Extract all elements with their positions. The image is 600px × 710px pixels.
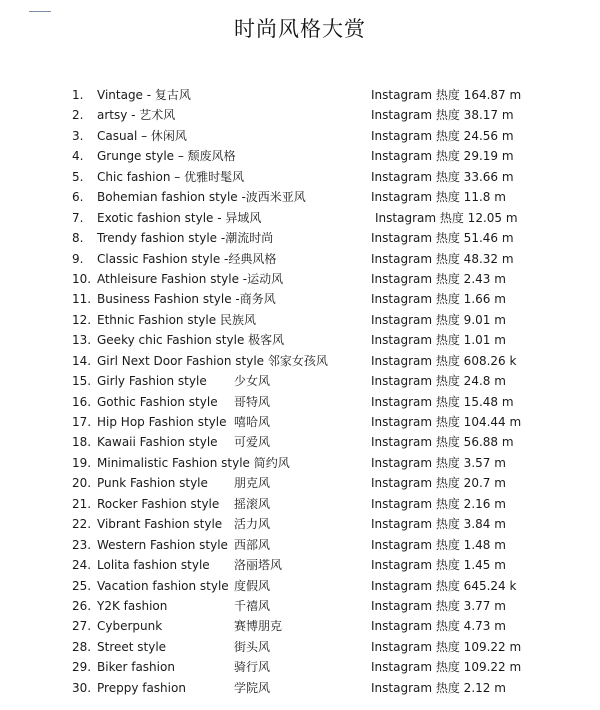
list-item bbox=[0, 637, 600, 657]
item-number: 2. bbox=[72, 108, 84, 123]
item-popularity: Instagram 热度 608.26 k bbox=[371, 353, 517, 368]
item-style-name: Street style bbox=[97, 639, 167, 654]
list-item bbox=[0, 473, 600, 493]
list-item bbox=[0, 105, 600, 125]
item-chinese-name: 西部风 bbox=[234, 537, 271, 552]
list-item bbox=[0, 269, 600, 289]
fashion-style-list bbox=[0, 85, 600, 698]
list-item bbox=[0, 310, 600, 330]
list-item bbox=[0, 208, 600, 228]
item-number: 15. bbox=[72, 374, 92, 389]
item-popularity: Instagram 热度 2.43 m bbox=[371, 271, 506, 286]
item-chinese-name: 赛博朋克 bbox=[234, 619, 283, 634]
item-number: 4. bbox=[72, 149, 84, 164]
item-style-name: Vibrant Fashion style bbox=[97, 517, 223, 532]
list-item bbox=[0, 289, 600, 309]
item-popularity: Instagram 热度 24.56 m bbox=[371, 128, 514, 143]
item-chinese-name: 哥特风 bbox=[234, 394, 271, 409]
item-number: 11. bbox=[72, 292, 92, 307]
list-item bbox=[0, 330, 600, 350]
item-chinese-name: 摇滚风 bbox=[234, 496, 271, 511]
item-style-name: Girl Next Door Fashion style 邻家女孩风 bbox=[97, 353, 328, 368]
item-popularity: Instagram 热度 1.48 m bbox=[371, 537, 506, 552]
item-popularity: Instagram 热度 2.16 m bbox=[371, 496, 506, 511]
item-popularity: Instagram 热度 20.7 m bbox=[371, 476, 506, 491]
item-number: 22. bbox=[72, 517, 92, 532]
list-item bbox=[0, 228, 600, 248]
item-number: 8. bbox=[72, 231, 84, 246]
item-number: 16. bbox=[72, 394, 92, 409]
item-style-name: Athleisure Fashion style -运动风 bbox=[97, 271, 284, 286]
item-popularity: Instagram 热度 15.48 m bbox=[371, 394, 514, 409]
item-chinese-name: 活力风 bbox=[234, 517, 271, 532]
item-number: 23. bbox=[72, 537, 92, 552]
list-item bbox=[0, 596, 600, 616]
list-item bbox=[0, 432, 600, 452]
item-number: 21. bbox=[72, 496, 92, 511]
item-number: 1. bbox=[72, 88, 84, 102]
item-chinese-name: 学院风 bbox=[234, 680, 271, 695]
item-style-name: Gothic Fashion style bbox=[97, 394, 218, 409]
item-number: 26. bbox=[72, 598, 92, 613]
list-item bbox=[0, 453, 600, 473]
list-item bbox=[0, 371, 600, 391]
item-style-name: Ethnic Fashion style 民族风 bbox=[97, 312, 256, 327]
item-style-name: Kawaii Fashion style bbox=[97, 435, 218, 450]
corner-mark bbox=[29, 11, 51, 12]
item-chinese-name: 洛丽塔风 bbox=[234, 558, 283, 573]
item-popularity: Instagram 热度 3.77 m bbox=[371, 598, 506, 613]
item-popularity: Instagram 热度 38.17 m bbox=[371, 108, 514, 123]
item-style-name: Preppy fashion bbox=[97, 680, 186, 695]
item-number: 27. bbox=[72, 619, 92, 634]
item-style-name: Punk Fashion style bbox=[97, 476, 208, 491]
list-item bbox=[0, 351, 600, 371]
list-item bbox=[0, 494, 600, 514]
item-number: 18. bbox=[72, 435, 92, 450]
item-number: 29. bbox=[72, 660, 92, 675]
item-popularity: Instagram 热度 2.12 m bbox=[371, 680, 506, 695]
item-popularity: Instagram 热度 48.32 m bbox=[371, 251, 514, 266]
list-item bbox=[0, 392, 600, 412]
list-item bbox=[0, 514, 600, 534]
list-item bbox=[0, 249, 600, 269]
list-item bbox=[0, 167, 600, 187]
item-chinese-name: 骑行风 bbox=[234, 660, 271, 675]
item-number: 17. bbox=[72, 415, 92, 429]
item-popularity: Instagram 热度 109.22 m bbox=[371, 639, 522, 654]
page-title: 时尚风格大赏 bbox=[234, 17, 366, 41]
item-style-name: Bohemian fashion style -波西米亚风 bbox=[97, 190, 306, 205]
item-number: 7. bbox=[72, 210, 84, 225]
item-chinese-name: 朋克风 bbox=[234, 476, 271, 491]
item-number: 5. bbox=[72, 169, 84, 184]
list-item bbox=[0, 616, 600, 636]
item-popularity: Instagram 热度 12.05 m bbox=[375, 210, 518, 225]
item-number: 24. bbox=[72, 558, 92, 573]
item-popularity: Instagram 热度 1.01 m bbox=[371, 333, 506, 348]
item-popularity: Instagram 热度 56.88 m bbox=[371, 435, 514, 450]
item-number: 10. bbox=[72, 271, 92, 286]
item-style-name: Geeky chic Fashion style 极客风 bbox=[97, 333, 285, 348]
list-item bbox=[0, 535, 600, 555]
item-chinese-name: 可爱风 bbox=[234, 435, 271, 450]
item-style-name: Rocker Fashion style bbox=[97, 496, 220, 511]
item-style-name: Trendy fashion style -潮流时尚 bbox=[97, 231, 274, 246]
item-chinese-name: 嘻哈风 bbox=[234, 415, 271, 429]
item-popularity: Instagram 热度 51.46 m bbox=[371, 231, 514, 246]
item-style-name: Grunge style – 颓废风格 bbox=[97, 149, 236, 164]
item-style-name: Minimalistic Fashion style 简约风 bbox=[97, 455, 290, 470]
item-style-name: Vintage - 复古风 bbox=[97, 88, 191, 102]
item-number: 30. bbox=[72, 680, 92, 695]
item-style-name: Vacation fashion style bbox=[97, 578, 229, 593]
item-popularity: Instagram 热度 1.66 m bbox=[371, 292, 506, 307]
item-style-name: Western Fashion style bbox=[97, 537, 228, 552]
item-popularity: Instagram 热度 9.01 m bbox=[371, 312, 506, 327]
item-popularity: Instagram 热度 104.44 m bbox=[371, 415, 522, 429]
item-chinese-name: 少女风 bbox=[234, 374, 271, 389]
item-chinese-name: 千禧风 bbox=[234, 598, 271, 613]
item-popularity: Instagram 热度 3.57 m bbox=[371, 455, 506, 470]
list-item bbox=[0, 678, 600, 698]
item-number: 12. bbox=[72, 312, 92, 327]
item-style-name: Chic fashion – 优雅时髦风 bbox=[97, 169, 245, 184]
list-item bbox=[0, 85, 600, 105]
list-item bbox=[0, 555, 600, 575]
item-style-name: artsy - 艺术风 bbox=[97, 108, 176, 123]
item-popularity: Instagram 热度 164.87 m bbox=[371, 88, 522, 102]
item-number: 20. bbox=[72, 476, 92, 491]
item-popularity: Instagram 热度 645.24 k bbox=[371, 578, 517, 593]
item-popularity: Instagram 热度 11.8 m bbox=[371, 190, 506, 205]
item-style-name: Cyberpunk bbox=[97, 619, 163, 634]
list-item bbox=[0, 187, 600, 207]
item-style-name: Casual – 休闲风 bbox=[97, 128, 187, 143]
item-popularity: Instagram 热度 3.84 m bbox=[371, 517, 506, 532]
item-style-name: Classic Fashion style -经典风格 bbox=[97, 251, 277, 266]
list-item bbox=[0, 126, 600, 146]
list-item bbox=[0, 657, 600, 677]
list-item bbox=[0, 576, 600, 596]
item-number: 25. bbox=[72, 578, 92, 593]
item-popularity: Instagram 热度 4.73 m bbox=[371, 619, 506, 634]
item-number: 19. bbox=[72, 455, 92, 470]
item-style-name: Exotic fashion style - 异域风 bbox=[97, 210, 262, 225]
item-style-name: Girly Fashion style bbox=[97, 374, 207, 389]
item-chinese-name: 度假风 bbox=[234, 578, 271, 593]
item-chinese-name: 街头风 bbox=[234, 639, 271, 654]
item-number: 6. bbox=[72, 190, 84, 205]
item-style-name: Y2K fashion bbox=[97, 598, 168, 613]
item-number: 28. bbox=[72, 639, 92, 654]
item-popularity: Instagram 热度 33.66 m bbox=[371, 169, 514, 184]
item-number: 9. bbox=[72, 251, 84, 266]
item-popularity: Instagram 热度 1.45 m bbox=[371, 558, 506, 573]
item-number: 14. bbox=[72, 353, 92, 368]
item-style-name: Biker fashion bbox=[97, 660, 175, 675]
item-number: 13. bbox=[72, 333, 92, 348]
item-style-name: Lolita fashion style bbox=[97, 558, 210, 573]
item-style-name: Business Fashion style -商务风 bbox=[97, 292, 276, 307]
item-popularity: Instagram 热度 29.19 m bbox=[371, 149, 514, 164]
item-popularity: Instagram 热度 24.8 m bbox=[371, 374, 506, 389]
item-number: 3. bbox=[72, 128, 84, 143]
list-item bbox=[0, 146, 600, 166]
item-popularity: Instagram 热度 109.22 m bbox=[371, 660, 522, 675]
list-item bbox=[0, 412, 600, 432]
item-style-name: Hip Hop Fashion style bbox=[97, 415, 227, 429]
